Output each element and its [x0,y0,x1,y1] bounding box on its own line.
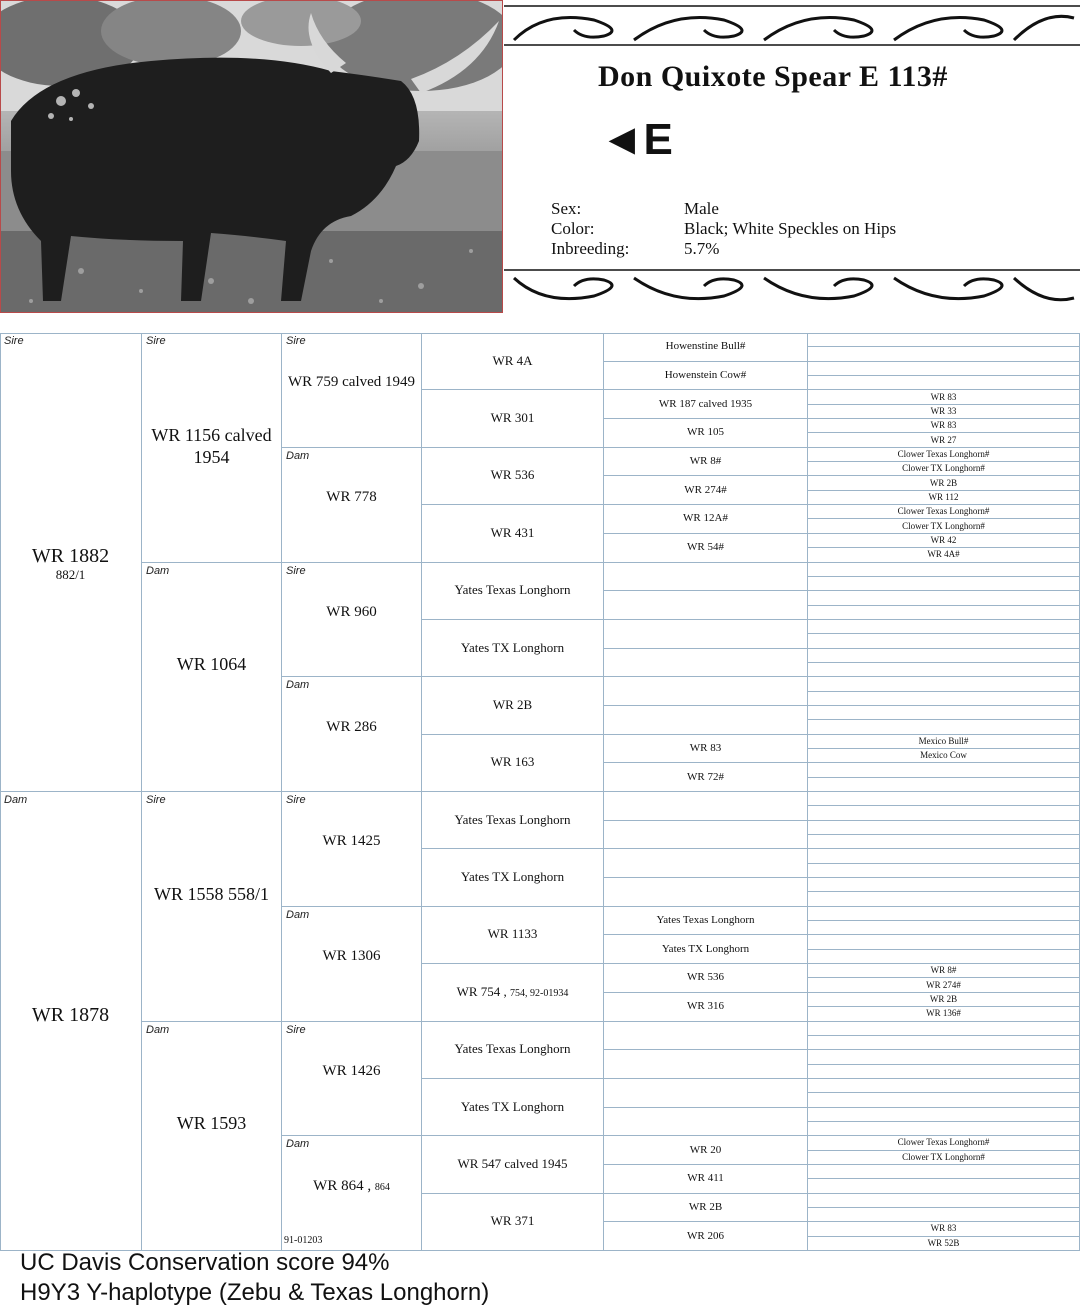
pedigree-gen5-cell [604,620,808,649]
relation-label: Dam [286,908,310,921]
pedigree-gen5-cell [604,1050,808,1079]
ancestor-name: WR 136# [926,1008,961,1019]
ancestor-name: Yates Texas Longhorn [454,811,571,827]
pedigree-gen3-cell [282,907,422,1022]
pedigree-gen5-cell [604,1108,808,1137]
relation-label: Sire [286,1023,306,1036]
ancestor-name: WR 1306 [322,948,381,965]
pedigree-gen3-cell [282,1136,422,1251]
ancestor-name: WR 301 [490,410,535,426]
pedigree-gen5-cell [604,907,808,936]
scroll-ornament-bottom [504,266,1080,314]
pedigree-gen6-cell [808,663,1080,677]
pedigree-gen6-cell [808,964,1080,978]
ancestor-name: WR 778 [326,489,377,506]
conservation-score: UC Davis Conservation score 94% [20,1249,390,1276]
pedigree-gen5-cell [604,419,808,448]
pedigree-gen5-cell [604,706,808,735]
pedigree-gen5-cell [604,821,808,850]
ancestor-name: WR 20 [689,1143,722,1156]
pedigree-gen5-cell [604,792,808,821]
ancestor-name: WR 27 [930,434,957,445]
ancestor-name: WR 1064 [176,654,247,675]
ancestor-name: WR 8# [930,965,957,976]
pedigree-gen6-cell [808,1208,1080,1222]
pedigree-dam [0,792,142,1251]
pedigree-gen6-cell [808,1222,1080,1236]
pedigree-gen2-cell [142,1022,282,1252]
ancestor-name: WR 206 [687,1229,724,1242]
pedigree-gen6-cell [808,362,1080,376]
pedigree-gen4-cell [422,677,604,734]
pedigree-gen3-cell [282,448,422,563]
pedigree-gen6-cell [808,950,1080,964]
animal-name: Don Quixote Spear E 113# [598,60,948,93]
brand-mark: ◄E [600,115,673,164]
ancestor-name: WR 12A# [683,512,728,525]
ancestor-name: Howenstine Bull# [665,340,746,353]
ancestor-name: WR 960 [326,603,377,620]
pedigree-gen5-cell [604,849,808,878]
pedigree-gen6-cell [808,563,1080,577]
pedigree-gen6-cell [808,1065,1080,1079]
relation-label: Sire [146,794,166,806]
relation-label: Sire [286,794,306,806]
pedigree-gen4-cell [422,1194,604,1251]
pedigree-gen6-cell [808,634,1080,648]
pedigree-gen6-cell [808,835,1080,849]
pedigree-gen6-cell [808,993,1080,1007]
pedigree-gen6-cell [808,347,1080,361]
fact-sex [551,199,896,219]
pedigree-gen5-cell [604,649,808,678]
ancestor-name: WR 8# [689,455,722,468]
pedigree-gen6-cell [808,620,1080,634]
ancestor-name: WR 52B [927,1237,960,1248]
ancestor-name: WR 536 [490,467,535,483]
animal-facts [551,199,896,259]
pedigree-gen6-cell [808,1079,1080,1093]
fact-inbreeding [551,239,896,259]
pedigree-gen4-cell [422,620,604,677]
ancestor-name: WR 72# [687,770,724,783]
fact-label: Inbreeding: [551,239,630,258]
pedigree-gen6-cell [808,763,1080,777]
ancestor-name: WR 411 [687,1172,724,1185]
pedigree-gen6-cell [808,720,1080,734]
relation-label: Sire [146,335,166,347]
pedigree-gen6-cell [808,892,1080,906]
pedigree-gen6-cell [808,778,1080,792]
ancestor-name: WR 1425 [322,833,381,850]
ancestor-name: WR 1593 [176,1113,247,1134]
pedigree-gen6-cell [808,806,1080,820]
pedigree-gen6-cell [808,978,1080,992]
pedigree-gen6-cell [808,1007,1080,1021]
relation-label: Dam [146,1023,170,1036]
relation-label: Sire [4,335,24,347]
pedigree-gen6-cell [808,1151,1080,1165]
pedigree-gen6-cell [808,921,1080,935]
pedigree-gen6-cell [808,735,1080,749]
bull-photo [0,0,503,313]
pedigree-gen6-cell [808,706,1080,720]
pedigree-gen5-cell [604,677,808,706]
pedigree-gen4-cell [422,849,604,906]
pedigree-gen6-cell [808,821,1080,835]
ancestor-name: WR 83 [930,1223,957,1234]
pedigree-gen6-cell [808,1194,1080,1208]
pedigree-gen5-cell [604,390,808,419]
pedigree-gen6-cell [808,405,1080,419]
pedigree-gen4-cell [422,1022,604,1079]
ancestor-name: Clower Texas Longhorn# [897,448,990,459]
ancestor-name: WR 83 [930,391,957,402]
pedigree-gen4-cell [422,448,604,505]
y-haplotype: H9Y3 Y-haplotype (Zebu & Texas Longhorn) [20,1279,490,1306]
ancestor-name: Howenstein Cow# [664,369,747,382]
pedigree-gen5-cell [604,534,808,563]
pedigree-gen6-cell [808,333,1080,347]
ancestor-name: WR 1426 [322,1062,381,1079]
pedigree-gen3-cell [282,792,422,907]
pedigree-gen6-cell [808,1036,1080,1050]
pedigree-gen6-cell [808,1165,1080,1179]
pedigree-gen5-cell [604,1165,808,1194]
relation-label: Sire [286,335,306,347]
pedigree-gen5-cell [604,1022,808,1051]
pedigree-gen5-cell [604,735,808,764]
pedigree-gen4-cell [422,735,604,792]
pedigree-gen6-cell [808,1022,1080,1036]
ancestor-name: Clower Texas Longhorn# [897,1137,990,1148]
pedigree-gen6-cell [808,1108,1080,1122]
ancestor-name: WR 864 , 864 [313,1177,390,1194]
relation-label: Dam [286,449,310,462]
pedigree-gen6-cell [808,792,1080,806]
relation-label: Dam [146,564,170,577]
pedigree-gen4-cell [422,907,604,964]
ancestor-name: WR 163 [490,754,535,770]
pedigree-gen6-cell [808,1093,1080,1107]
pedigree-gen5-cell [604,1136,808,1165]
pedigree-gen6-cell [808,935,1080,949]
pedigree-gen6-cell [808,591,1080,605]
ancestor-name: Mexico Cow [920,750,967,761]
ancestor-name: Yates TX Longhorn [661,942,750,955]
pedigree-gen6-cell [808,849,1080,863]
pedigree-gen6-cell [808,1050,1080,1064]
ancestor-name: WR 1558 558/1 [154,883,269,904]
pedigree-gen4-cell [422,1079,604,1136]
ancestor-name: Yates Texas Longhorn [454,1041,571,1057]
fact-label: Sex: [551,199,582,218]
ancestor-name: WR 754 , 754, 92-01934 [456,983,569,999]
pedigree-gen5-cell [604,993,808,1022]
ancestor-name: Clower TX Longhorn# [902,1151,985,1162]
ancestor-name: WR 431 [490,524,535,540]
pedigree-gen5-cell [604,878,808,907]
pedigree-gen6-cell [808,491,1080,505]
ancestor-name: Mexico Bull# [918,735,969,746]
ancestor-name: WR 4A [492,352,533,368]
ancestor-name: Yates Texas Longhorn [454,582,571,598]
pedigree-gen6-cell [808,462,1080,476]
pedigree-gen2-cell [142,563,282,793]
ancestor-name: WR 105 [687,426,724,439]
pedigree-gen6-cell [808,606,1080,620]
ancestor-name: WR 316 [687,1000,724,1013]
ancestor-name: Yates TX Longhorn [460,639,565,655]
pedigree-gen6-cell [808,390,1080,404]
pedigree-gen6-cell [808,519,1080,533]
ancestor-name: WR 1882 [31,544,110,567]
pedigree-gen6-cell [808,649,1080,663]
pedigree-gen6-cell [808,692,1080,706]
relation-label: Dam [286,679,310,692]
pedigree-gen5-cell [604,505,808,534]
ancestor-registration: 754, 92-01934 [510,987,569,999]
pedigree-gen6-cell [808,534,1080,548]
relation-label: Dam [286,1138,310,1151]
pedigree-gen5-cell [604,935,808,964]
pedigree-gen6-cell [808,1237,1080,1251]
pedigree-gen6-cell [808,1179,1080,1193]
pedigree-gen6-cell [808,433,1080,447]
pedigree-chart [0,333,1080,1251]
pedigree-gen6-cell [808,878,1080,892]
pedigree-gen6-cell [808,448,1080,462]
ancestor-name: WR 2B [929,477,958,488]
pedigree-gen6-cell [808,476,1080,490]
ancestor-name: WR 371 [490,1213,535,1229]
pedigree-gen6-cell [808,907,1080,921]
pedigree-gen6-cell [808,749,1080,763]
pedigree-gen6-cell [808,419,1080,433]
ancestor-name: WR 286 [326,718,377,735]
pedigree-gen3-cell [282,677,422,792]
ancestor-name: WR 33 [930,405,957,416]
ancestor-name: WR 4A# [927,549,960,560]
footnote-faint [496,1252,1056,1258]
pedigree-gen4-cell [422,333,604,390]
ancestor-name: Yates TX Longhorn [460,869,565,885]
pedigree-gen4-cell [422,792,604,849]
ancestor-name: WR 112 [928,491,959,502]
pedigree-gen3-cell [282,563,422,678]
fact-value: 5.7% [684,239,720,258]
ancestor-name: Yates Texas Longhorn [656,914,755,927]
ancestor-name: WR 42 [930,534,957,545]
pedigree-gen5-cell [604,476,808,505]
ancestor-name: WR 2B [688,1200,723,1213]
pedigree-gen4-cell [422,505,604,562]
pedigree-gen5-cell [604,1222,808,1251]
pedigree-gen5-cell [604,964,808,993]
fact-value: Male [684,199,719,218]
ancestor-name: WR 1133 [487,926,538,942]
pedigree-gen6-cell [808,1122,1080,1136]
pedigree-gen3-cell [282,333,422,448]
pedigree-gen5-cell [604,591,808,620]
pedigree-gen4-cell [422,1136,604,1193]
pedigree-gen2-cell [142,333,282,563]
ancestor-name: WR 547 calved 1945 [457,1155,568,1171]
ancestor-name: WR 83 [930,420,957,431]
ancestor-registration: 882/1 [55,566,86,582]
pedigree-gen4-cell [422,390,604,447]
ancestor-registration: 864 [374,1181,390,1193]
scroll-ornament-top [504,0,1080,48]
relation-label: Sire [286,564,306,577]
fact-value: Black; White Speckles on Hips [684,219,897,238]
ancestor-name: WR 83 [689,741,722,754]
pedigree-gen6-cell [808,864,1080,878]
ancestor-name: WR 274# [926,979,961,990]
pedigree-gen5-cell [604,763,808,792]
ancestor-name: WR 1156 calved 1954 [151,424,272,467]
ancestor-name: WR 274# [684,483,727,496]
ancestor-registration: 91-01203 [284,1235,323,1246]
ancestor-name: Clower TX Longhorn# [902,520,985,531]
pedigree-gen5-cell [604,563,808,592]
ancestor-name: WR 2B [929,993,958,1004]
ancestor-name: Yates TX Longhorn [460,1098,565,1114]
fact-label: Color: [551,219,595,238]
pedigree-gen5-cell [604,1079,808,1108]
ancestor-name: WR 1878 [31,1003,110,1026]
ancestor-name: WR 2B [492,696,533,712]
pedigree-gen4-cell [422,964,604,1021]
pedigree-gen6-cell [808,677,1080,691]
ancestor-name: Clower Texas Longhorn# [897,506,990,517]
ancestor-name: WR 536 [687,971,724,984]
ancestor-name: WR 759 calved 1949 [287,374,416,391]
pedigree-sire [0,333,142,792]
ancestor-name: WR 187 calved 1935 [658,397,753,410]
ancestor-name: WR 54# [687,541,724,554]
pedigree-gen5-cell [604,1194,808,1223]
pedigree-gen6-cell [808,577,1080,591]
ancestor-name: Clower TX Longhorn# [902,463,985,474]
pedigree-gen5-cell [604,362,808,391]
pedigree-gen6-cell [808,505,1080,519]
pedigree-gen5-cell [604,448,808,477]
pedigree-gen4-cell [422,563,604,620]
pedigree-gen6-cell [808,376,1080,390]
pedigree-gen6-cell [808,1136,1080,1150]
pedigree-gen5-cell [604,333,808,362]
relation-label: Dam [4,794,28,806]
pedigree-gen6-cell [808,548,1080,562]
animal-info-panel [504,0,1080,313]
fact-color [551,219,896,239]
pedigree-gen3-cell [282,1022,422,1137]
pedigree-gen2-cell [142,792,282,1022]
